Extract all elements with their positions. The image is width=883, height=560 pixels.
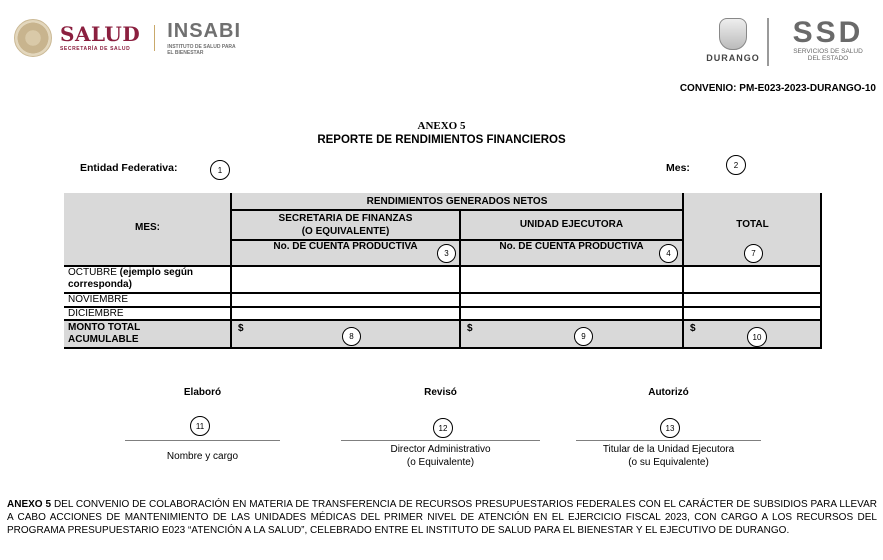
table-row-noviembre (64, 294, 128, 306)
signature-caption (341, 443, 540, 469)
caption-line2: (o su Equivalente) (628, 457, 709, 468)
signature-line (125, 440, 280, 441)
salud-logo-subtitle: SECRETARÍA DE SALUD (60, 46, 131, 52)
marker-13: 13 (660, 418, 680, 438)
sf-sub-header: No. DE CUENTA PRODUCTIVA (273, 241, 418, 252)
signature-elaboro (125, 387, 280, 398)
marker-9: 9 (574, 327, 593, 346)
ssd-subtitle-2: DEL ESTADO (807, 55, 849, 62)
sf-header-line1: SECRETARIA DE FINANZAS (278, 213, 413, 224)
signature-line (341, 440, 540, 441)
marker-1: 1 (210, 160, 230, 180)
signature-reviso (341, 387, 540, 398)
month-note: (ejemplo según corresponda) (68, 267, 194, 290)
marker-10: 10 (747, 327, 767, 347)
grid-line (682, 193, 684, 348)
logo-divider (154, 25, 155, 51)
grid-line (230, 193, 232, 348)
marker-8: 8 (342, 327, 361, 346)
signature-title: Revisó (424, 387, 457, 398)
total-label-line1: MONTO TOTAL (68, 322, 141, 333)
sf-currency: $ (238, 323, 244, 334)
caption-line2: (o Equivalente) (406, 457, 475, 468)
signature-caption: Nombre y cargo (166, 451, 239, 462)
salud-logo-text: SALUD (60, 22, 141, 46)
marker-12: 12 (433, 418, 453, 438)
ue-sub-header: No. DE CUENTA PRODUCTIVA (499, 241, 644, 252)
durango-crest-icon (719, 18, 747, 50)
signature-caption (576, 443, 761, 469)
entidad-federativa-label: Entidad Federativa: (80, 162, 178, 174)
convenio-number: CONVENIO: PM-E023-2023-DURANGO-10 (679, 83, 876, 94)
insabi-logo-text: INSABI (167, 19, 242, 42)
durango-logo (698, 18, 768, 66)
signature-line (576, 440, 761, 441)
footer-bold-prefix: ANEXO 5 (7, 499, 52, 510)
salud-insabi-logo (14, 18, 241, 58)
ssd-subtitle-1: SERVICIOS DE SALUD (793, 48, 863, 55)
table-row-octubre (64, 267, 231, 291)
footer-note (7, 498, 877, 537)
total-row-label (64, 322, 140, 346)
logo-divider-right (767, 18, 769, 66)
month-label: DICIEMBRE (68, 308, 124, 319)
marker-4: 4 (659, 244, 678, 263)
insabi-subtitle-1: INSTITUTO DE SALUD PARA (167, 43, 236, 50)
sf-header-line2: (O EQUIVALENTE) (301, 226, 390, 237)
mes-label: Mes: (666, 162, 690, 174)
signature-title: Autorizó (648, 387, 689, 398)
total-currency: $ (690, 323, 696, 334)
grid-line (64, 347, 822, 349)
insabi-subtitle-2: EL BIENESTAR (167, 49, 204, 56)
grid-line (820, 193, 822, 348)
ssd-logo (778, 18, 878, 62)
rendimientos-table (64, 193, 822, 348)
ue-header: UNIDAD EJECUTORA (519, 219, 624, 230)
mexico-seal-icon (14, 19, 52, 57)
month-label: NOVIEMBRE (68, 294, 129, 305)
ssd-logo-text: SSD (792, 16, 864, 49)
grid-line (64, 292, 822, 294)
anexo-title: ANEXO 5 (417, 120, 466, 132)
caption-line1: Director Administrativo (390, 444, 491, 455)
marker-11: 11 (190, 416, 210, 436)
report-title: REPORTE DE RENDIMIENTOS FINANCIEROS (317, 134, 566, 146)
signature-autorizo (576, 387, 761, 398)
col-mes-header: MES: (135, 222, 160, 233)
total-header: TOTAL (736, 219, 769, 230)
marker-3: 3 (437, 244, 456, 263)
caption-line1: Titular de la Unidad Ejecutora (602, 444, 735, 455)
durango-logo-text: DURANGO (706, 53, 760, 63)
grid-line (64, 306, 822, 308)
marker-2: 2 (726, 155, 746, 175)
marker-7: 7 (744, 244, 763, 263)
grid-line (64, 265, 822, 267)
group-header: RENDIMIENTOS GENERADOS NETOS (366, 196, 548, 207)
grid-line (231, 239, 683, 241)
ue-currency: $ (467, 323, 473, 334)
footer-text: DEL CONVENIO DE COLABORACIÓN EN MATERIA DE TRANSFERENCIA DE RECURSOS PRESUPUESTARIOS FEDERALES CON EL CARÁCTER DE SUBSIDIOS PARA LLEVAR A CABO ACCIONES DE MANTENIMIENTO DE LAS UNIDADES MÉDICAS DEL PRIMER NIVEL DE ATENCIÓN EN EL EJERCICIO FISCAL 2023, CON CARGO A LOS RECURSOS DEL PROGRAMA PRESUPUESTARIO E023 “ATENCIÓN A LA SALUD”, CELEBRADO ENTRE EL INSTITUTO DE SALUD PARA EL BIENESTAR Y EL EJECUTIVO DE DURANGO. (7, 499, 877, 536)
grid-line (459, 209, 461, 348)
total-label-line2: ACUMULABLE (68, 334, 139, 345)
total-row-bg (64, 320, 822, 348)
grid-line (231, 209, 683, 211)
signature-title: Elaboró (183, 387, 222, 398)
month-label: OCTUBRE (68, 267, 117, 278)
grid-line (64, 319, 822, 321)
